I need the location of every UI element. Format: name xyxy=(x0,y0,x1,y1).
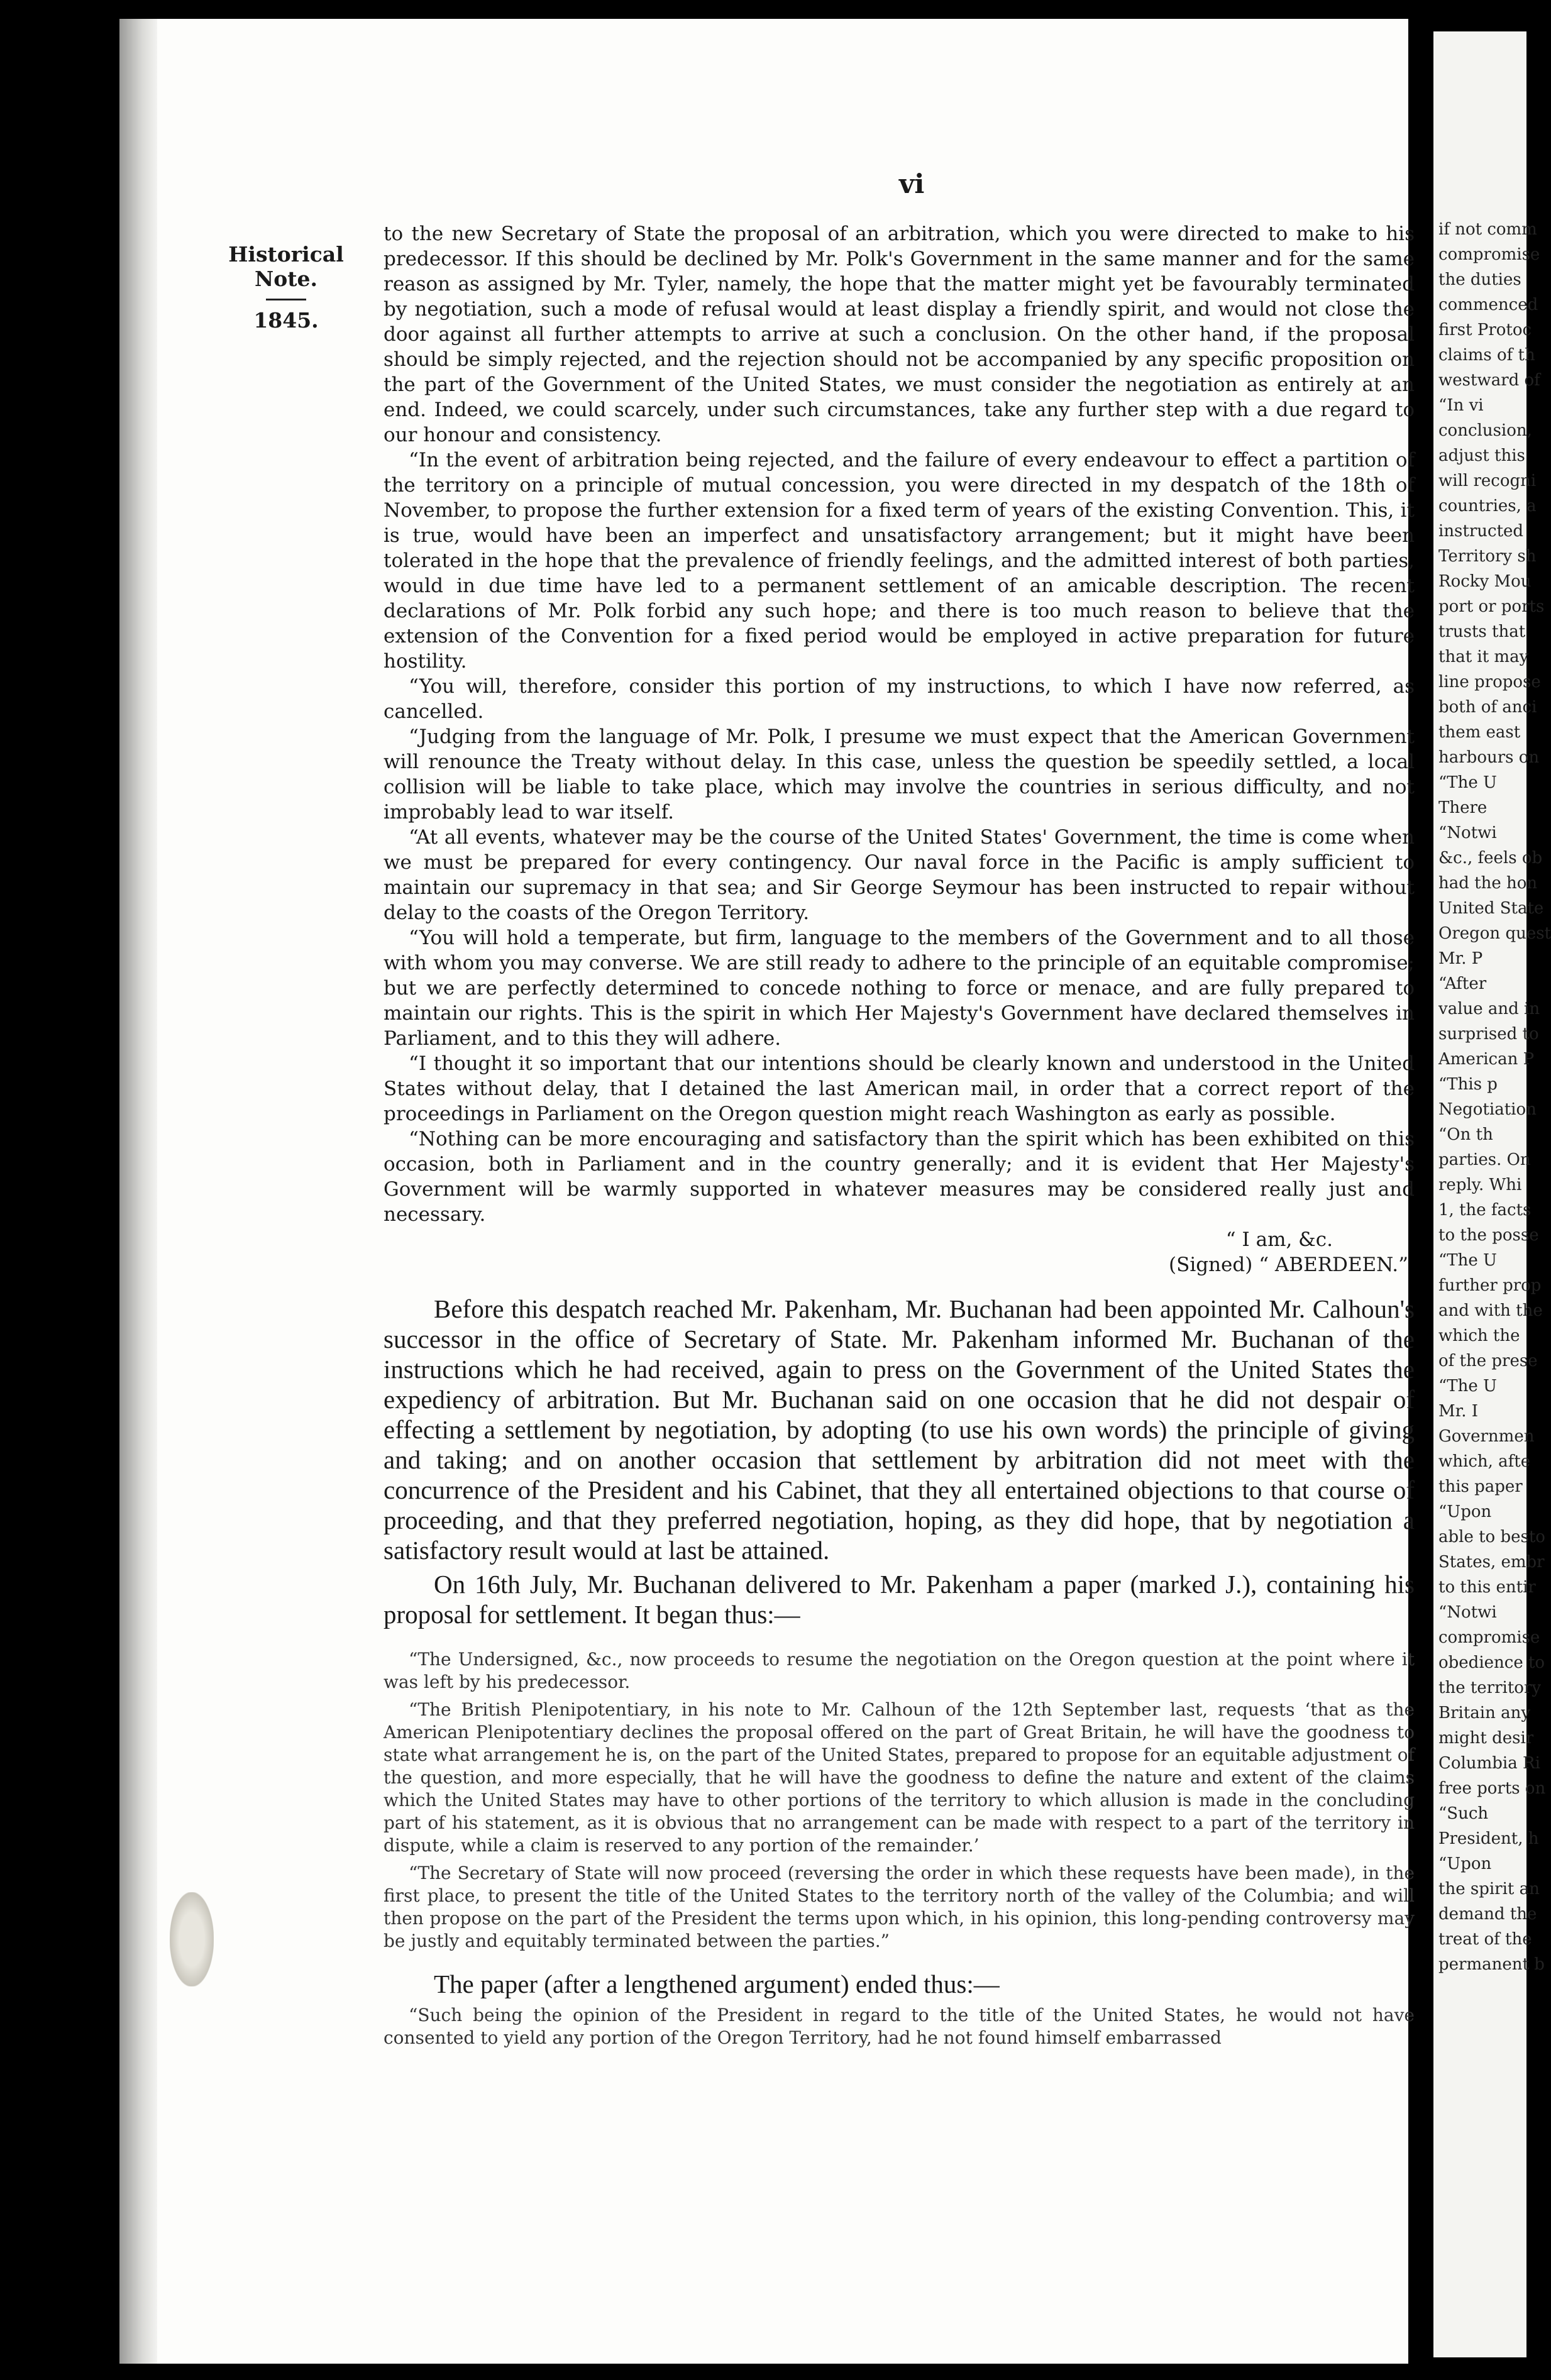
right-page-fragment: both of anci xyxy=(1438,698,1537,717)
right-page-fragment: &c., feels ob xyxy=(1438,849,1543,868)
quote-paragraph: “I thought it so important that our intentions should be clearly known and understood in the United States without delay, that I detained the last American mail, in order that a correct report of the proceedings in Parliament on the Oregon question might reach Washington as early as possible. xyxy=(384,1052,1415,1125)
right-page-fragment: to this entir xyxy=(1438,1578,1536,1597)
right-page-fragment: Mr. I xyxy=(1438,1402,1478,1421)
right-page-fragment: Governmen xyxy=(1438,1427,1535,1446)
right-page-fragment: Oregon quest xyxy=(1438,924,1551,943)
page-number: vi xyxy=(899,168,925,199)
right-page-fragment: westward of xyxy=(1438,371,1540,390)
right-page-fragment: the spirit an xyxy=(1438,1880,1540,1898)
right-page-fragment: claims of th xyxy=(1438,346,1535,365)
right-page-fragment: treat of the xyxy=(1438,1930,1532,1949)
right-page-fragment: that it may xyxy=(1438,647,1529,666)
right-page-fragment: instructed xyxy=(1438,522,1524,541)
paper-quote-paragraph: “The Secretary of State will now proceed (reversing the order in which these requests have been made), in the first place, to present the title of the United States to the territory north of the valley of the Columbia; and will then propose on the part of the President the terms upon which, in his opinion, this long-pending controversy may be justly and equitably terminated between the parties.” xyxy=(384,1863,1415,1951)
right-page-fragment: which the xyxy=(1438,1326,1520,1345)
paper-quote-paragraph: “The Undersigned, &c., now proceeds to resume the negotiation on the Oregon question at the point where it was left by his predecessor. xyxy=(384,1649,1415,1692)
right-page-fragment: “Upon xyxy=(1438,1854,1492,1873)
right-page-fragment: harbours on xyxy=(1438,748,1540,767)
right-page-fragment: and with the xyxy=(1438,1301,1543,1320)
right-page-fragment: 1, the facts xyxy=(1438,1201,1532,1220)
right-page-fragment: conclusion, xyxy=(1438,421,1532,440)
quote-paragraph: “You will hold a temperate, but firm, language to the members of the Government and to all those with whom you may converse. We are still ready to adhere to the principle of an equitable compromise; but we are perfectly determined to concede nothing to force or menace, and are fully prepared to maintain our rights. This is the spirit in which Her Majesty's Government have declared themselves in Parliament, and to this they will adhere. xyxy=(384,927,1415,1050)
right-page-fragment: There xyxy=(1438,798,1488,817)
right-page-fragment: “Notwi xyxy=(1438,1603,1497,1622)
right-page-fragment: had the hon xyxy=(1438,874,1538,893)
signature-line: (Signed) “ ABERDEEN.” xyxy=(1169,1253,1408,1276)
right-page-fragment: line propose xyxy=(1438,673,1541,691)
right-page-fragment: Britain any xyxy=(1438,1704,1531,1722)
right-page-fragment: the territory xyxy=(1438,1678,1542,1697)
sidenote-rule xyxy=(266,299,306,300)
right-page-fragment: “This p xyxy=(1438,1075,1498,1094)
right-page-fragment: “The U xyxy=(1438,1377,1497,1396)
right-page-fragment: Negotiation xyxy=(1438,1100,1537,1119)
right-page-fragment: able to besto xyxy=(1438,1528,1545,1546)
right-page-fragment: surprised to xyxy=(1438,1025,1539,1044)
right-page-fragment: President, h xyxy=(1438,1829,1539,1848)
right-page-fragment: free ports on xyxy=(1438,1779,1546,1798)
quote-paragraph: “Judging from the language of Mr. Polk, I presume we must expect that the American Government will renounce the Treaty without delay. In this case, unless the question be speedily settled, a local collision will be liable to take place, which may involve the countries in serious difficulty, and not improbably lead to war itself. xyxy=(384,725,1415,824)
right-page-fragment: countries, a xyxy=(1438,497,1537,515)
right-page-fragment: “Such xyxy=(1438,1804,1489,1823)
right-page-fragment: demand the xyxy=(1438,1905,1537,1924)
right-page-fragment: American P xyxy=(1438,1050,1535,1069)
right-page-fragment: commenced xyxy=(1438,295,1538,314)
right-page-fragment: further prop xyxy=(1438,1276,1542,1295)
narrative-paragraph: The paper (after a lengthened argument) ended thus:— xyxy=(434,1970,1000,1998)
historical-note-sidenote xyxy=(211,242,362,333)
right-page-fragment: “On th xyxy=(1438,1125,1493,1144)
right-page-fragment: obedience to xyxy=(1438,1653,1545,1672)
quote-paragraph: “At all events, whatever may be the course of the United States' Government, the time is come when we must be prepared for every contingency. Our naval force in the Pacific is amply sufficient to maintain our supremacy in that sea; and Sir George Seymour has been instructed to repair without delay to the coasts of the Oregon Territory. xyxy=(384,826,1415,924)
sign-off: “ I am, &c. xyxy=(1225,1228,1333,1251)
right-page-fragment: “The U xyxy=(1438,1251,1497,1270)
quote-paragraph: to the new Secretary of State the proposal of an arbitration, which you were directed to make to his predecessor. If this should be declined by Mr. Polk's Government in the same manner and for the same reason as assigned by Mr. Tyler, namely, the hope that the matter might yet be favourably terminated by negotiation, such a mode of refusal would at least display a friendly spirit, and would not close the door against all further attempts to arrive at such a conclusion. On the other hand, if the proposal should be simply rejected, and the rejection should not be accompanied by any specific proposition on the part of the Government of the United States, we must consider the negotiation as entirely at an end. Indeed, we could scarcely, under such circumstances, take any further step with a due regard to our honour and consistency. xyxy=(384,223,1415,446)
right-page-fragment: will recogni xyxy=(1438,471,1537,490)
right-page-fragment: “Upon xyxy=(1438,1502,1492,1521)
right-page-fragment: if not comm xyxy=(1438,220,1537,239)
right-page-fragment: “Notwi xyxy=(1438,824,1497,842)
right-page-fragment: which, afte xyxy=(1438,1452,1531,1471)
right-page-fragment: this paper xyxy=(1438,1477,1523,1496)
page-spine-shadow xyxy=(119,19,157,2364)
narrative-paragraph: On 16th July, Mr. Buchanan delivered to Mr. Pakenham a paper (marked J.), containing his proposal for settlement. It began thus:— xyxy=(384,1570,1415,1629)
quote-paragraph: “Nothing can be more encouraging and satisfactory than the spirit which has been exhibited on this occasion, both in Parliament and in the country generally; and it is evident that Her Majesty's Government will be warmly supported in whatever measures may be considered really just and necessary. xyxy=(384,1128,1415,1226)
right-page xyxy=(1433,31,1551,2357)
narrative-paragraph: Before this despatch reached Mr. Pakenham, Mr. Buchanan had been appointed Mr. Calhoun's successor in the office of Secretary of State. Mr. Pakenham informed Mr. Buchanan of the instructions which he had received, again to press on the Government of the United States the expediency of arbitration. But Mr. Buchanan said on one occasion that he did not despair of effecting a settlement by negotiation, by adopting (to use his own words) the principle of giving and taking; and on another occasion that settlement by arbitration did not meet with the concurrence of the President and his Cabinet, that they all entertained objections to that course of proceeding, and that they preferred negotiation, hoping, as they did hope, that by negotiation a satisfactory result would at last be attained. xyxy=(384,1294,1415,1565)
right-page-fragment: might desir xyxy=(1438,1729,1534,1748)
right-page-fragment: them east xyxy=(1438,723,1521,742)
quote-paragraph: “You will, therefore, consider this portion of my instructions, to which I have now referred, as cancelled. xyxy=(384,675,1415,723)
right-page-fragment: reply. Whi xyxy=(1438,1176,1522,1194)
right-page-fragment: compromise xyxy=(1438,245,1540,264)
right-page-fragment: trusts that xyxy=(1438,622,1526,641)
quote-paragraph: “In the event of arbitration being rejected, and the failure of every endeavour to effect a partition of the territory on a principle of mutual concession, you were directed in my despatch of the 18th of November, to propose the further extension for a fixed term of years of the existing Convention. This, it is true, would have been an imperfect and unsatisfactory arrangement; but it might have been tolerated in the hope that the prevalence of friendly feelings, and the admitted interest of both parties, would in due time have led to a permanent settlement of an amicable description. The recent declarations of Mr. Polk forbid any such hope; and there is too much reason to believe that the extension of the Convention for a fixed period would be employed in active preparation for future hostility. xyxy=(384,449,1415,673)
right-page-fragment: adjust this xyxy=(1438,446,1525,465)
sidenote-year: 1845. xyxy=(253,308,319,333)
paper-stain xyxy=(170,1892,214,1986)
right-page-fragment: Territory sh xyxy=(1438,547,1537,566)
right-page-fragment: of the prese xyxy=(1438,1352,1538,1370)
right-page-fragment: compromise xyxy=(1438,1628,1540,1647)
right-page-fragment: Rocky Mou xyxy=(1438,572,1532,591)
right-page-fragment: port or ports xyxy=(1438,597,1545,616)
right-page-fragment: States, embr xyxy=(1438,1553,1545,1572)
right-page-fragment: United State xyxy=(1438,899,1544,918)
paper-quote-paragraph: “The British Plenipotentiary, in his note to Mr. Calhoun of the 12th September last, requests ‘that as the American Plenipotentiary declines the proposal offered on the part of Great Britain, he will have the goodness to state what arrangement he is, on the part of the United States, prepared to propose for an equitable adjustment of the question, and more especially, that he will have the goodness to define the nature and extent of the claims which the United States may have to other portions of the territory to which allusion is made in the concluding part of his statement, as it is obvious that no arrangement can be made with respect to a part of the territory in dispute, while a claim is reserved to any portion of the remainder.’ xyxy=(384,1699,1415,1856)
right-page-fragment: permanent b xyxy=(1438,1955,1545,1974)
main-text xyxy=(384,221,1415,2049)
right-page-fragment: “The U xyxy=(1438,773,1497,792)
right-page-fragment: Columbia Ri xyxy=(1438,1754,1540,1773)
right-page-fragment: the duties xyxy=(1438,270,1521,289)
right-page-fragment: “After xyxy=(1438,974,1487,993)
closing-quote: “Such being the opinion of the President in regard to the title of the United States, he would not have consented to yield any portion of the Oregon Territory, had he not found himself embarrassed xyxy=(384,2005,1415,2048)
sidenote-title: Historical Note. xyxy=(228,242,344,291)
right-page-fragment: first Protoc xyxy=(1438,321,1532,339)
right-page-fragment: “In vi xyxy=(1438,396,1484,415)
right-page-fragment: parties. On xyxy=(1438,1150,1531,1169)
right-page-fragment: value and in xyxy=(1438,1000,1540,1018)
right-page-fragment: Mr. P xyxy=(1438,949,1483,968)
right-page-fragment: to the posse xyxy=(1438,1226,1539,1245)
